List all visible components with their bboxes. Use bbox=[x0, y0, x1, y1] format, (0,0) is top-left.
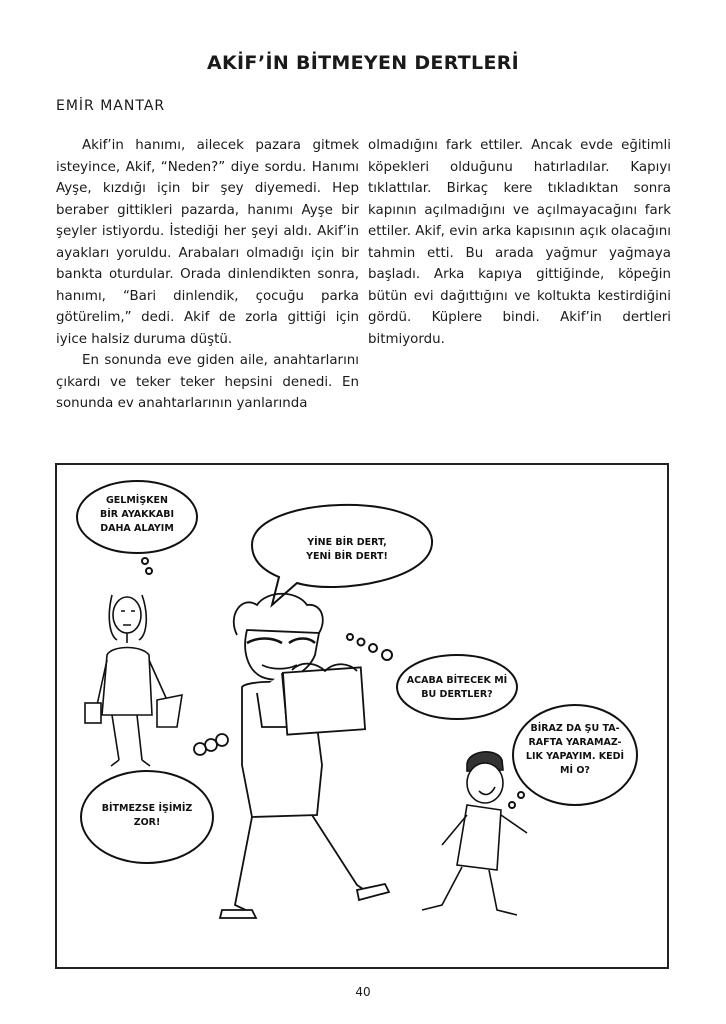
bubble-2-line: YİNE BİR DERT, bbox=[307, 537, 387, 548]
text-column-right bbox=[368, 135, 671, 350]
paragraph: olmadığını fark ettiler. Ancak evde eğitimli köpekleri olduğunu hatırladılar. Kapıyı tıklattılar. Birkaç kere tıkladıktan sonra kapının açılmadığını ve açılmayacağını fark ettiler. Akif, evin arka kapısının açık olacağını tahmin etti. Bu arada yağmur yağmaya başladı. Arka kapıya gittiğinde, köpeğin bütün evi dağıttığını ve koltukta kestirdiğini gördü. Küplere bindi. Akif’in dertleri bitmiyordu. bbox=[368, 138, 671, 347]
bubble-4-line: LIK YAPAYIM. KEDİ bbox=[525, 751, 625, 762]
page-number: 40 bbox=[355, 985, 371, 999]
comic-panel bbox=[55, 463, 669, 969]
woman-figure bbox=[85, 595, 182, 766]
comic-illustration bbox=[57, 465, 669, 969]
bubble-4-line: BİRAZ DA ŞU TA- bbox=[530, 723, 620, 734]
bubble-5-line: BİTMEZSE İŞİMİZ bbox=[101, 803, 193, 814]
author-name: EMİR MANTAR bbox=[56, 98, 166, 114]
bubble-4-line: RAFTA YARAMAZ- bbox=[528, 737, 622, 748]
story-title: AKİF’İN BİTMEYEN DERTLERİ bbox=[206, 52, 520, 74]
paragraph: En sonunda eve giden aile, anahtarlarını çıkardı ve teker teker hepsini denedi. En sonunda ev anahtarlarının yanlarında bbox=[56, 353, 359, 411]
child-figure bbox=[422, 752, 527, 915]
bubble-2-line: YENİ BİR DERT! bbox=[306, 551, 388, 562]
bubble-3-line: BU DERTLER? bbox=[421, 689, 493, 700]
bubble-3-line: ACABA BİTECEK Mİ bbox=[406, 675, 508, 686]
bubble-5-line: ZOR! bbox=[133, 817, 161, 828]
bubble-4-line: Mİ O? bbox=[560, 765, 590, 776]
speech-bubble-3 bbox=[397, 655, 517, 719]
paragraph: Akif’in hanımı, ailecek pazara gitmek isteyince, Akif, “Neden?” diye sordu. Hanımı Ayşe, kızdığı için bir şey diyemedi. Hep beraber gittikleri pazarda, hanımı Ayşe bir şeyler istiyordu. İstediği her şeyi aldı. Akif’in ayakları yoruldu. Arabaları olmadığı için bir bankta oturdular. Orada dinlendikten sonra, hanımı, “Bari dinlendik, çocuğu parka götürelim,” dedi. Akif de zorla gittiği için iyice halsiz duruma düştü. bbox=[56, 138, 359, 347]
bubble-1-line: BİR AYAKKABI bbox=[99, 509, 175, 520]
man-figure bbox=[194, 594, 389, 918]
bubble-1-line: GELMİŞKEN bbox=[106, 495, 168, 506]
text-column-left bbox=[56, 135, 359, 415]
bubble-1-line: DAHA ALAYIM bbox=[100, 523, 174, 534]
